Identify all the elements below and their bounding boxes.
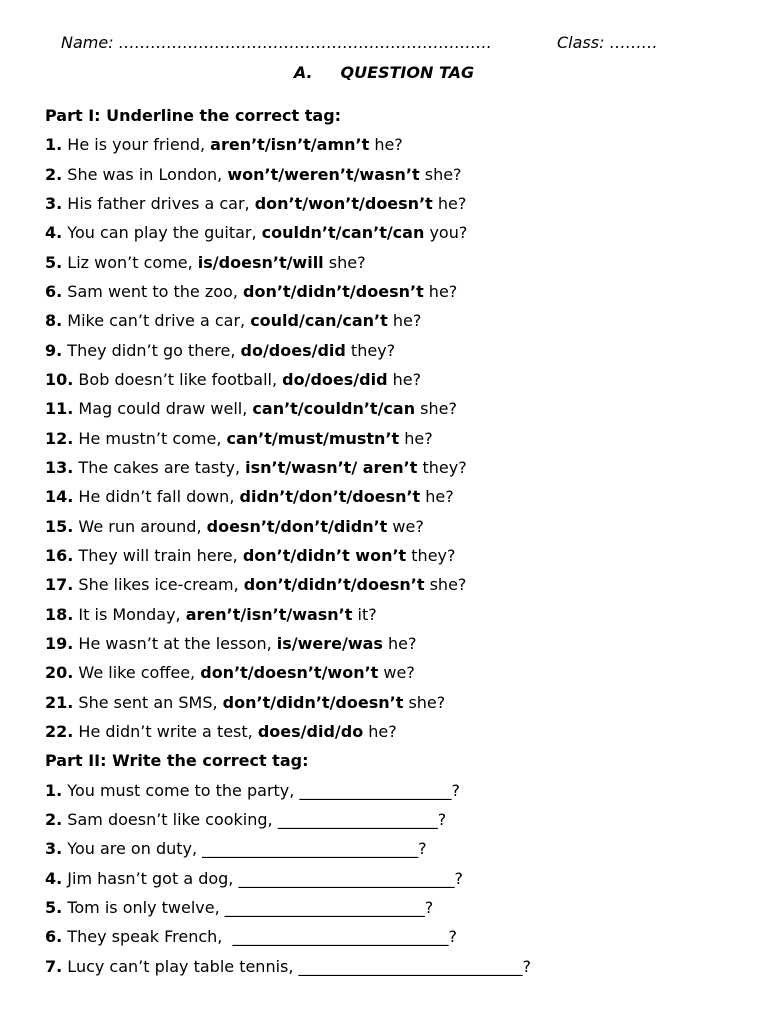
question-sentence: They didn’t go there,	[62, 340, 241, 360]
tag-options: don’t/didn’t/doesn’t	[243, 575, 425, 595]
question-number: 19.	[45, 633, 74, 653]
tag-options: don’t/didn’t/doesn’t	[222, 692, 404, 712]
fill-in-sentence: Jim hasn’t got a dog, ___________________________?	[62, 868, 463, 888]
part1-list	[45, 134, 745, 750]
fill-in-item	[45, 809, 745, 838]
question-item	[45, 692, 745, 721]
question-number: 21.	[45, 692, 74, 712]
question-number: 22.	[45, 721, 74, 741]
question-pronoun: they?	[417, 457, 467, 477]
question-sentence: He wasn’t at the lesson,	[73, 633, 277, 653]
question-pronoun: they?	[345, 340, 396, 360]
fill-in-sentence: Sam doesn’t like cooking, ____________________?	[62, 809, 447, 829]
tag-options: didn’t/don’t/doesn’t	[239, 487, 421, 507]
fill-in-sentence: Tom is only twelve, _________________________?	[62, 897, 434, 917]
question-pronoun: he?	[387, 311, 422, 331]
question-item	[45, 222, 745, 251]
tag-options: won’t/weren’t/wasn’t	[227, 164, 420, 184]
question-pronoun: we?	[387, 516, 424, 536]
question-sentence: Sam went to the zoo,	[62, 281, 244, 301]
question-number: 9.	[45, 340, 63, 360]
question-sentence: He is your friend,	[62, 135, 211, 155]
tag-options: don’t/won’t/doesn’t	[254, 193, 433, 213]
question-item	[45, 486, 745, 515]
question-sentence: You can play the guitar,	[62, 223, 262, 243]
question-number: 3.	[45, 839, 63, 859]
question-number: 5.	[45, 252, 63, 272]
question-sentence: Bob doesn’t like football,	[73, 369, 283, 389]
question-sentence: Liz won’t come,	[62, 252, 198, 272]
question-sentence: She was in London,	[62, 164, 228, 184]
question-number: 4.	[45, 223, 63, 243]
question-sentence: She likes ice-cream,	[73, 575, 244, 595]
question-pronoun: she?	[403, 692, 446, 712]
question-number: 13.	[45, 457, 74, 477]
tag-options: doesn’t/don’t/didn’t	[206, 516, 388, 536]
question-number: 2.	[45, 809, 63, 829]
question-pronoun: she?	[419, 164, 462, 184]
question-pronoun: we?	[378, 663, 415, 683]
tag-options: can’t/must/mustn’t	[226, 428, 400, 448]
question-pronoun: he?	[382, 633, 417, 653]
tag-options: don’t/didn’t/doesn’t	[243, 281, 424, 301]
tag-options: do/does/did	[282, 369, 388, 389]
question-pronoun: she?	[424, 575, 467, 595]
question-pronoun: she?	[323, 252, 366, 272]
question-number: 20.	[45, 663, 74, 683]
question-sentence: Mike can’t drive a car,	[62, 311, 251, 331]
question-pronoun: he?	[363, 721, 397, 741]
tag-options: don’t/didn’t won’t	[242, 545, 407, 565]
question-item	[45, 134, 745, 163]
question-item	[45, 369, 745, 398]
fill-in-sentence: You must come to the party, ___________________?	[62, 780, 460, 800]
question-number: 6.	[45, 281, 63, 301]
fill-in-item	[45, 956, 745, 985]
question-number: 6.	[45, 927, 63, 947]
tag-options: is/were/was	[276, 633, 383, 653]
fill-in-item	[45, 926, 745, 955]
question-item	[45, 193, 745, 222]
question-number: 11.	[45, 399, 74, 419]
question-item	[45, 633, 745, 662]
question-pronoun: they?	[406, 545, 456, 565]
question-item	[45, 662, 745, 691]
question-sentence: They will train here,	[73, 545, 243, 565]
tag-options: could/can/can’t	[250, 311, 388, 331]
question-number: 5.	[45, 897, 63, 917]
question-number: 4.	[45, 868, 63, 888]
question-sentence: We like coffee,	[73, 663, 201, 683]
fill-in-item	[45, 868, 745, 897]
part1-heading: Part I: Underline the correct tag:	[45, 106, 342, 125]
worksheet-body	[45, 105, 745, 985]
question-item	[45, 516, 745, 545]
part2-list	[45, 780, 745, 985]
fill-in-sentence: You are on duty, ___________________________?	[62, 839, 427, 859]
question-sentence: Mag could draw well,	[73, 399, 253, 419]
tag-options: couldn’t/can’t/can	[261, 223, 425, 243]
fill-in-item	[45, 838, 745, 867]
question-item	[45, 340, 745, 369]
fill-in-sentence: Lucy can’t play table tennis, ____________________________?	[62, 956, 532, 976]
question-item	[45, 310, 745, 339]
question-item	[45, 428, 745, 457]
question-pronoun: he?	[432, 193, 467, 213]
question-pronoun: he?	[387, 369, 422, 389]
question-item	[45, 398, 745, 427]
question-item	[45, 281, 745, 310]
question-pronoun: it?	[352, 604, 377, 624]
tag-options: does/did/do	[257, 721, 364, 741]
question-number: 14.	[45, 487, 74, 507]
question-pronoun: he?	[420, 487, 454, 507]
question-item	[45, 721, 745, 750]
question-sentence: He didn’t write a test,	[73, 721, 258, 741]
question-number: 16.	[45, 545, 74, 565]
class-field-label: Class: ………	[557, 33, 658, 52]
question-number: 3.	[45, 193, 63, 213]
tag-options: isn’t/wasn’t/ aren’t	[245, 457, 418, 477]
question-item	[45, 545, 745, 574]
tag-options: is/doesn’t/will	[197, 252, 324, 272]
question-sentence: He mustn’t come,	[73, 428, 227, 448]
question-number: 7.	[45, 956, 63, 976]
question-pronoun: she?	[415, 399, 457, 419]
question-number: 15.	[45, 516, 74, 536]
fill-in-item	[45, 780, 745, 809]
question-sentence: It is Monday,	[73, 604, 186, 624]
question-item	[45, 604, 745, 633]
worksheet-header	[0, 33, 768, 57]
tag-options: don’t/doesn’t/won’t	[200, 663, 379, 683]
question-number: 18.	[45, 604, 74, 624]
question-number: 17.	[45, 575, 74, 595]
question-sentence: The cakes are tasty,	[73, 457, 246, 477]
question-sentence: He didn’t fall down,	[73, 487, 240, 507]
question-item	[45, 164, 745, 193]
question-sentence: His father drives a car,	[62, 193, 255, 213]
tag-options: do/does/did	[240, 340, 346, 360]
fill-in-item	[45, 897, 745, 926]
tag-options: aren’t/isn’t/amn’t	[210, 135, 370, 155]
tag-options: can’t/couldn’t/can	[252, 399, 416, 419]
question-item	[45, 457, 745, 486]
question-number: 2.	[45, 164, 63, 184]
tag-options: aren’t/isn’t/wasn’t	[185, 604, 353, 624]
question-pronoun: he?	[399, 428, 433, 448]
question-sentence: We run around,	[73, 516, 207, 536]
question-number: 1.	[45, 135, 63, 155]
worksheet-title: A. QUESTION TAG	[293, 63, 475, 82]
question-pronoun: he?	[423, 281, 458, 301]
question-number: 10.	[45, 369, 74, 389]
question-number: 12.	[45, 428, 74, 448]
name-field-label: Name: …………………………………………………………….	[61, 33, 492, 52]
fill-in-sentence: They speak French, ___________________________?	[62, 927, 458, 947]
question-number: 1.	[45, 780, 63, 800]
question-pronoun: he?	[369, 135, 403, 155]
question-sentence: She sent an SMS,	[73, 692, 223, 712]
question-item	[45, 574, 745, 603]
question-pronoun: you?	[424, 223, 468, 243]
part2-heading: Part II: Write the correct tag:	[45, 751, 309, 771]
question-number: 8.	[45, 311, 63, 331]
question-item	[45, 252, 745, 281]
